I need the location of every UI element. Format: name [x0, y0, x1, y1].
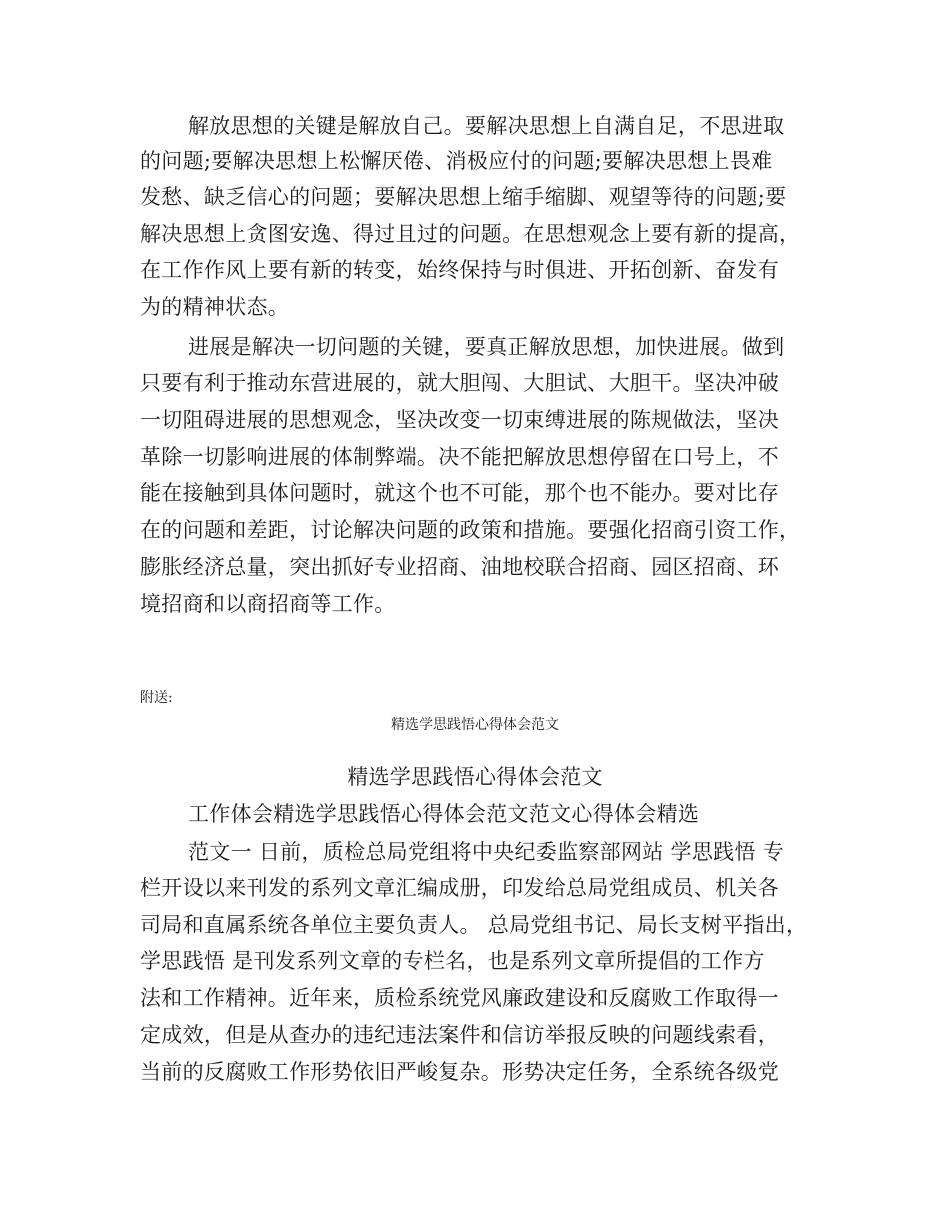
paragraph-2-line-1: 进展是解决一切问题的关键，要真正解放思想，加快进展。做到	[188, 335, 785, 359]
article-line-1: 范文一 日前，质检总局党组将中央纪委监察部网站 学思践悟 专	[188, 840, 785, 864]
article-line-2: 栏开设以来刊发的系列文章汇编成册，印发给总局党组成员、机关各	[140, 876, 779, 900]
paragraph-1-line-2: 的问题;要解决思想上松懈厌倦、消极应付的问题;要解决思想上畏难	[140, 149, 773, 173]
article-line-3: 司局和直属系统各单位主要负责人。 总局党组书记、局长支树平指出，	[140, 913, 808, 937]
article-title: 精选学思践悟心得体会范文	[347, 765, 603, 789]
paragraph-2-line-8: 境招商和以商招商等工作。	[140, 592, 396, 616]
paragraph-2-line-7: 膨胀经济总量，突出抓好专业招商、油地校联合招商、园区招商、环	[140, 555, 779, 579]
paragraph-2-line-3: 一切阻碍进展的思想观念，坚决改变一切束缚进展的陈规做法，坚决	[140, 408, 779, 432]
article-subtitle: 工作体会精选学思践悟心得体会范文范文心得体会精选	[188, 802, 700, 826]
article-line-4: 学思践悟 是刊发系列文章的专栏名，也是系列文章所提倡的工作方	[140, 949, 765, 973]
article-line-6: 定成效，但是从查办的违纪违法案件和信访举报反映的问题线索看，	[140, 1023, 779, 1047]
paragraph-2-line-5: 能在接触到具体问题时，就这个也不可能，那个也不能办。要对比存	[140, 481, 779, 505]
appendix-label: 附送:	[140, 690, 173, 706]
paragraph-2-line-2: 只要有利于推动东营进展的，就大胆闯、大胆试、大胆干。坚决冲破	[140, 371, 779, 395]
appendix-small-title: 精选学思践悟心得体会范文	[391, 717, 559, 733]
paragraph-1-line-3: 发愁、缺乏信心的问题；要解决思想上缩手缩脚、观望等待的问题;要	[140, 185, 787, 209]
paragraph-2-line-6: 在的问题和差距，讨论解决问题的政策和措施。要强化招商引资工作，	[140, 518, 801, 542]
paragraph-1-line-4: 解决思想上贪图安逸、得过且过的问题。在思想观念上要有新的提高，	[140, 222, 801, 246]
paragraph-1-line-6: 为的精神状态。	[140, 295, 290, 319]
article-line-7: 当前的反腐败工作形势依旧严峻复杂。形势决定任务，全系统各级党	[140, 1060, 779, 1084]
paragraph-2-line-4: 革除一切影响进展的体制弊端。决不能把解放思想停留在口号上，不	[140, 445, 779, 469]
paragraph-1-line-1: 解放思想的关键是解放自己。要解决思想上自满自足，不思进取	[188, 114, 785, 138]
paragraph-1-line-5: 在工作作风上要有新的转变，始终保持与时俱进、开拓创新、奋发有	[140, 258, 779, 282]
article-line-5: 法和工作精神。近年来，质检系统党风廉政建设和反腐败工作取得一	[140, 986, 779, 1010]
